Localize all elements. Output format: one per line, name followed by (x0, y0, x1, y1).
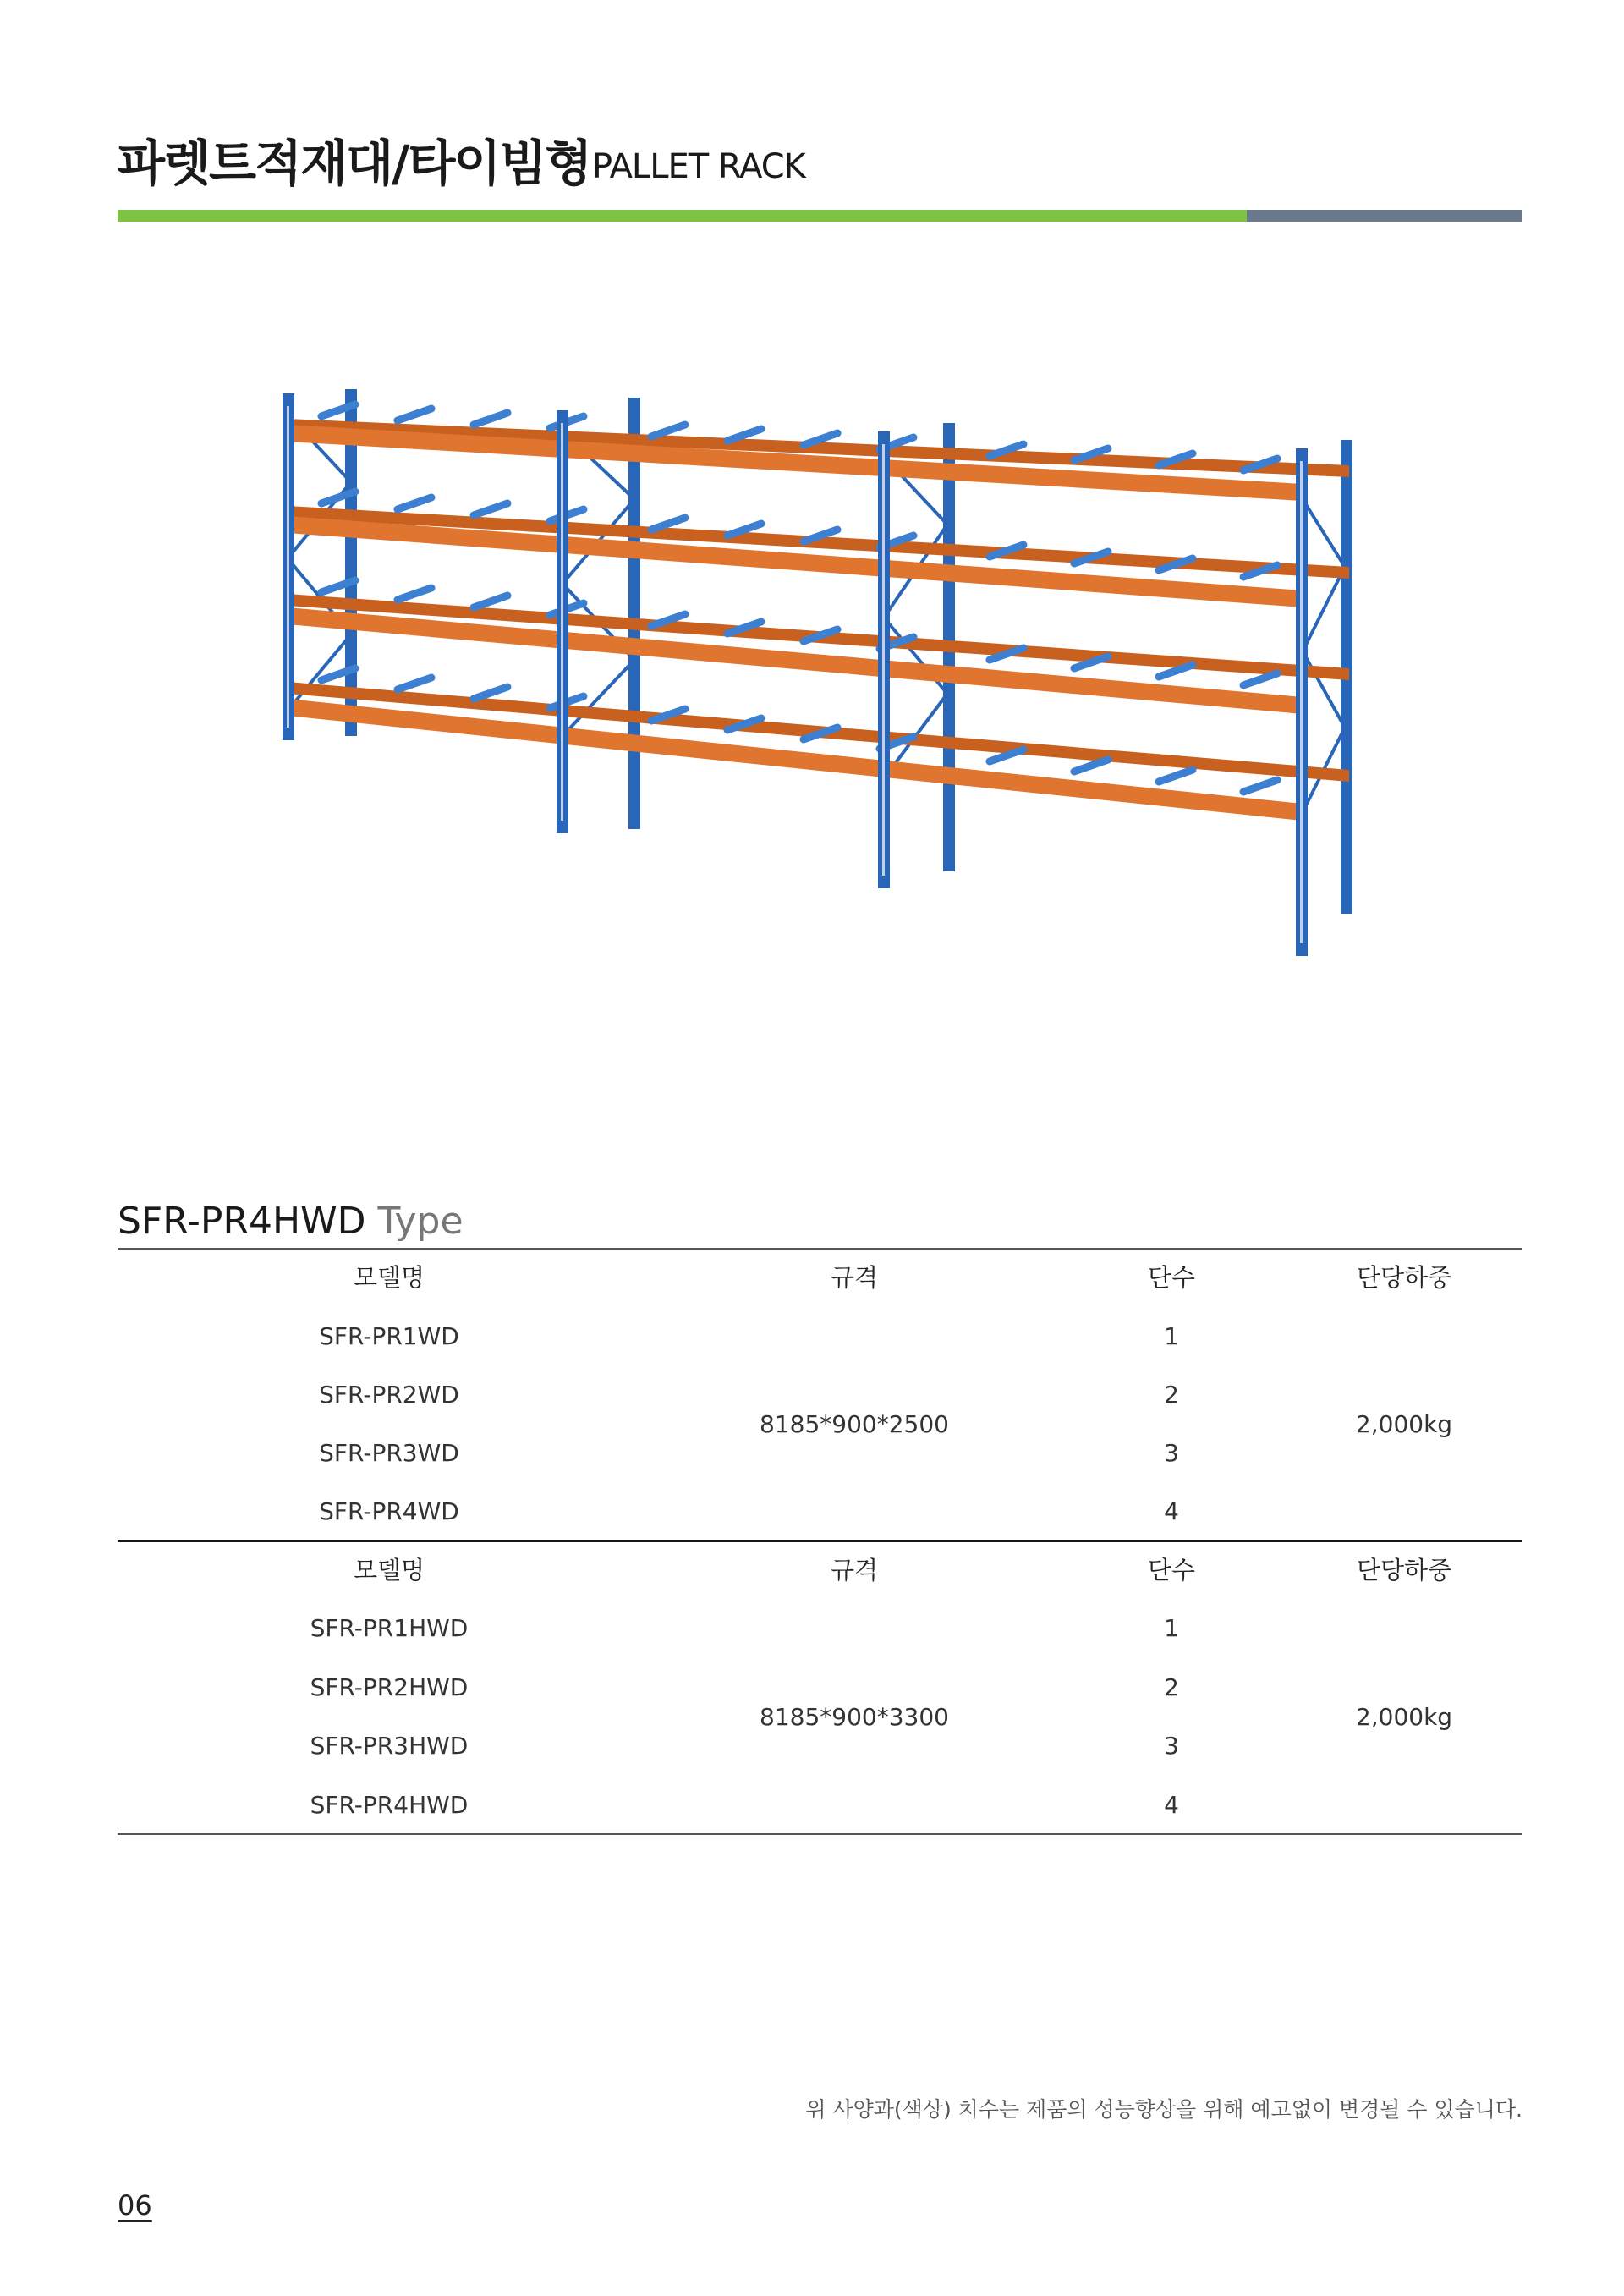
table1-row-3-tiers: 3 (1164, 1439, 1179, 1467)
table1-header-tiers: 단수 (1147, 1263, 1196, 1292)
table1-row-1-model: SFR-PR1WD (319, 1322, 459, 1350)
table2-spec: 8185*900*3300 (760, 1703, 949, 1731)
table-rule-top (118, 1248, 1522, 1250)
title-bar-green (118, 210, 1247, 222)
table1-row-3-model: SFR-PR3WD (319, 1439, 459, 1467)
table2-row-2-model: SFR-PR2HWD (310, 1673, 469, 1701)
heading-model: SFR-PR4HWD (118, 1200, 366, 1243)
table1-header-model: 모델명 (353, 1263, 425, 1292)
table2-row-2-tiers: 2 (1164, 1673, 1179, 1701)
table1-header-load: 단당하중 (1356, 1263, 1452, 1292)
table2-header-spec: 규격 (830, 1556, 879, 1585)
table1-row-4-tiers: 4 (1164, 1497, 1179, 1525)
table2-row-3-tiers: 3 (1164, 1732, 1179, 1760)
section-heading (118, 1200, 464, 1243)
table2-row-3-model: SFR-PR3HWD (310, 1732, 469, 1760)
table2-row-1-tiers: 1 (1164, 1614, 1179, 1642)
table2-header-load: 단당하중 (1356, 1556, 1452, 1585)
table2-header-model: 모델명 (353, 1556, 425, 1585)
table1-row-1-tiers: 1 (1164, 1322, 1179, 1350)
table1-row-2-model: SFR-PR2WD (319, 1381, 459, 1409)
table1-load: 2,000kg (1355, 1410, 1453, 1438)
title-bar-gray (1247, 210, 1522, 222)
footnote: 위 사양과(색상) 치수는 제품의 성능향상을 위해 예고없이 변경될 수 있습니다. (805, 2097, 1522, 2122)
table-rule-bottom (118, 1833, 1522, 1835)
page-title: 파렛트적재대/타이빔형 (118, 135, 591, 192)
table1-row-2-tiers: 2 (1164, 1381, 1179, 1409)
table1-spec: 8185*900*2500 (760, 1410, 949, 1438)
pallet-rack-illustration (271, 372, 1370, 1032)
table1-row-4-model: SFR-PR4WD (319, 1497, 459, 1525)
heading-type: Type (377, 1200, 464, 1243)
table2-row-4-tiers: 4 (1164, 1791, 1179, 1819)
table2-load: 2,000kg (1355, 1703, 1453, 1731)
table1-header-spec: 규격 (830, 1263, 879, 1292)
table2-header-tiers: 단수 (1147, 1556, 1196, 1585)
table2-row-1-model: SFR-PR1HWD (310, 1614, 469, 1642)
table-rule-middle (118, 1540, 1522, 1542)
page-number: 06 (118, 2189, 152, 2222)
page-subtitle: PALLET RACK (592, 147, 805, 186)
table2-row-4-model: SFR-PR4HWD (310, 1791, 469, 1819)
